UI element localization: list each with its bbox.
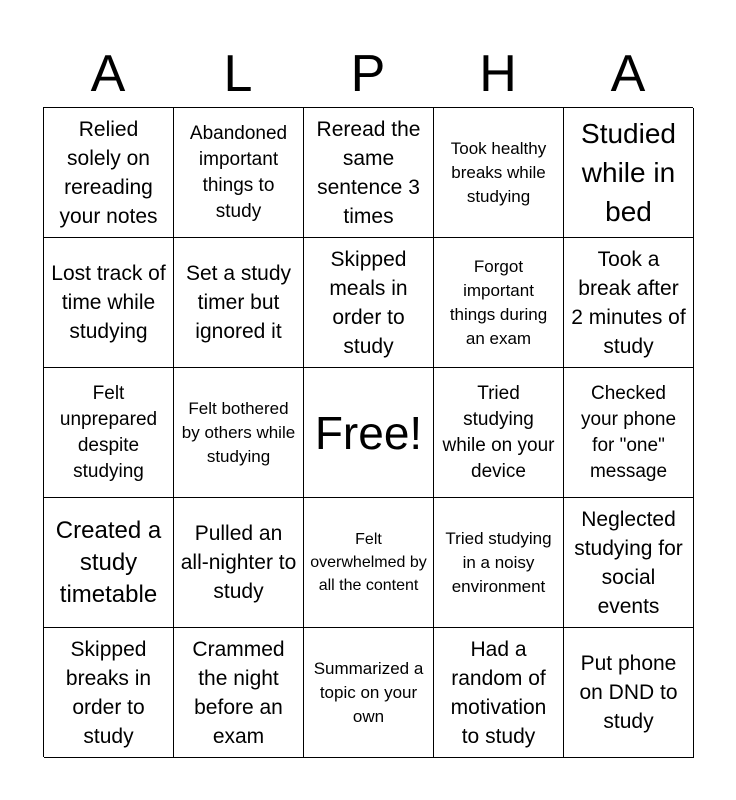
cell-text: Created a study timetable	[55, 516, 162, 608]
bingo-cell[interactable]	[434, 368, 564, 498]
cell-text: Neglected studying for social events	[574, 507, 683, 618]
cell-text: Studied while in bed	[581, 118, 676, 227]
cell-text: Checked your phone for "one" message	[580, 382, 677, 482]
bingo-cell[interactable]	[174, 628, 304, 758]
cell-text: Took healthy breaks while studying	[450, 138, 547, 206]
bingo-cell[interactable]	[304, 628, 434, 758]
bingo-cell[interactable]	[44, 108, 174, 238]
cell-text: Felt unprepared despite studying	[59, 382, 158, 482]
header-letter-1: A	[90, 45, 126, 103]
bingo-cell[interactable]	[174, 368, 304, 498]
cell-text: Took a break after 2 minutes of study	[571, 247, 686, 358]
cell-text: Crammed the night before an exam	[192, 637, 285, 748]
free-space-cell[interactable]	[304, 368, 434, 498]
bingo-cell[interactable]	[44, 238, 174, 368]
bingo-cell[interactable]	[564, 628, 694, 758]
bingo-cell[interactable]	[174, 108, 304, 238]
bingo-cell[interactable]	[304, 238, 434, 368]
cell-text: Felt overwhelmed by all the content	[310, 531, 427, 594]
header-letter-3: P	[350, 45, 386, 103]
header-letter-5: A	[610, 45, 646, 103]
bingo-cell[interactable]	[434, 498, 564, 628]
bingo-cell[interactable]	[564, 108, 694, 238]
bingo-cell[interactable]	[434, 628, 564, 758]
cell-text: Tried studying while on your device	[442, 382, 555, 482]
bingo-cell[interactable]	[564, 368, 694, 498]
bingo-header	[43, 42, 693, 106]
cell-text: Put phone on DND to study	[579, 652, 678, 733]
cell-text: Lost track of time while studying	[51, 262, 166, 343]
bingo-cell[interactable]	[304, 498, 434, 628]
bingo-cell[interactable]	[44, 628, 174, 758]
bingo-cell[interactable]	[44, 498, 174, 628]
header-letter-2: L	[223, 45, 253, 103]
bingo-cell[interactable]	[174, 238, 304, 368]
free-space-text: Free!	[314, 406, 423, 459]
cell-text: Set a study timer but ignored it	[185, 262, 292, 343]
bingo-cell[interactable]	[44, 368, 174, 498]
cell-text: Skipped breaks in order to study	[65, 637, 152, 748]
header-letter-4: H	[479, 45, 517, 103]
cell-text: Reread the same sentence 3 times	[316, 117, 421, 228]
cell-text: Relied solely on rereading your notes	[59, 117, 158, 228]
bingo-cell[interactable]	[434, 238, 564, 368]
bingo-cell[interactable]	[434, 108, 564, 238]
bingo-board	[43, 107, 693, 757]
cell-text: Pulled an all-nighter to study	[180, 522, 297, 603]
cell-text: Tried studying in a noisy environment	[445, 528, 552, 596]
bingo-cell[interactable]	[304, 108, 434, 238]
bingo-cell[interactable]	[564, 498, 694, 628]
bingo-cell[interactable]	[564, 238, 694, 368]
cell-text: Summarized a topic on your own	[313, 658, 424, 726]
cell-text: Had a random of motivation to study	[450, 637, 547, 748]
cell-text: Forgot important things during an exam	[449, 256, 548, 348]
bingo-cell[interactable]	[174, 498, 304, 628]
cell-text: Felt bothered by others while studying	[181, 398, 296, 466]
cell-text: Skipped meals in order to study	[329, 247, 408, 358]
cell-text: Abandoned important things to study	[189, 122, 288, 222]
